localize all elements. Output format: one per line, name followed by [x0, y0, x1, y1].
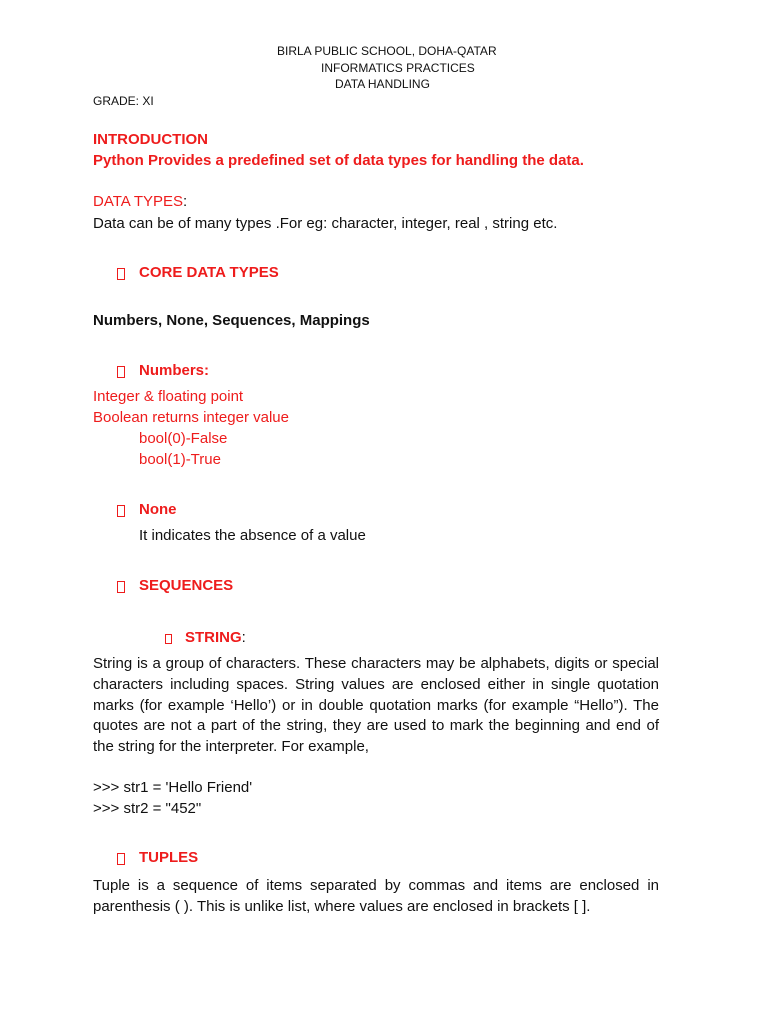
numbers-line-1: Integer & floating point — [93, 388, 244, 405]
bullet-box-icon — [117, 268, 125, 280]
intro-text: Python Provides a predefined set of data types for handling the data. — [93, 152, 584, 169]
core-list: Numbers, None, Sequences, Mappings — [93, 312, 370, 329]
bullet-box-icon — [117, 366, 125, 378]
string-heading-line — [185, 629, 246, 646]
data-types-heading: DATA TYPES — [93, 193, 184, 210]
intro-heading: INTRODUCTION — [93, 131, 208, 148]
tuples-heading: TUPLES — [139, 849, 199, 866]
numbers-line-4: bool(1)-True — [139, 451, 221, 468]
topic-name: DATA HANDLING — [335, 77, 430, 91]
school-name: BIRLA PUBLIC SCHOOL, DOHA-QATAR — [277, 44, 497, 58]
sequences-heading: SEQUENCES — [139, 577, 234, 594]
sub-bullet-box-icon — [165, 634, 172, 644]
code-line-2: >>> str2 = "452" — [93, 800, 202, 817]
data-types-text: Data can be of many types .For eg: character, integer, real , string etc. — [93, 215, 558, 232]
core-heading: CORE DATA TYPES — [139, 264, 279, 281]
numbers-line-3: bool(0)-False — [139, 430, 228, 447]
numbers-heading: Numbers: — [139, 362, 210, 379]
data-types-heading-line — [93, 193, 187, 210]
string-paragraph: String is a group of characters. These characters may be alphabets, digits or special characters including spaces. String values are enclosed either in single quotation marks (for example ‘Hello’) or in double quotation marks (for example “Hello”). The quotes are not a part of the string, they are used to mark the beginning and end of the string for the interpreter. For example, — [93, 655, 659, 756]
string-heading: STRING — [185, 629, 242, 646]
bullet-box-icon — [117, 505, 125, 517]
none-text: It indicates the absence of a value — [139, 527, 366, 544]
subject-name: INFORMATICS PRACTICES — [321, 61, 475, 75]
numbers-line-2: Boolean returns integer value — [93, 409, 289, 426]
tuples-paragraph: Tuple is a sequence of items separated by commas and items are enclosed in parenthesis ( ). This is unlike list, where values are enclosed in brackets [ ]. — [93, 877, 659, 915]
code-line-1: >>> str1 = 'Hello Friend' — [93, 779, 253, 796]
string-colon: : — [241, 629, 246, 646]
bullet-box-icon — [117, 853, 125, 865]
none-heading: None — [139, 501, 177, 518]
grade-label: GRADE: XI — [93, 94, 154, 108]
bullet-box-icon — [117, 581, 125, 593]
data-types-colon: : — [183, 193, 188, 210]
